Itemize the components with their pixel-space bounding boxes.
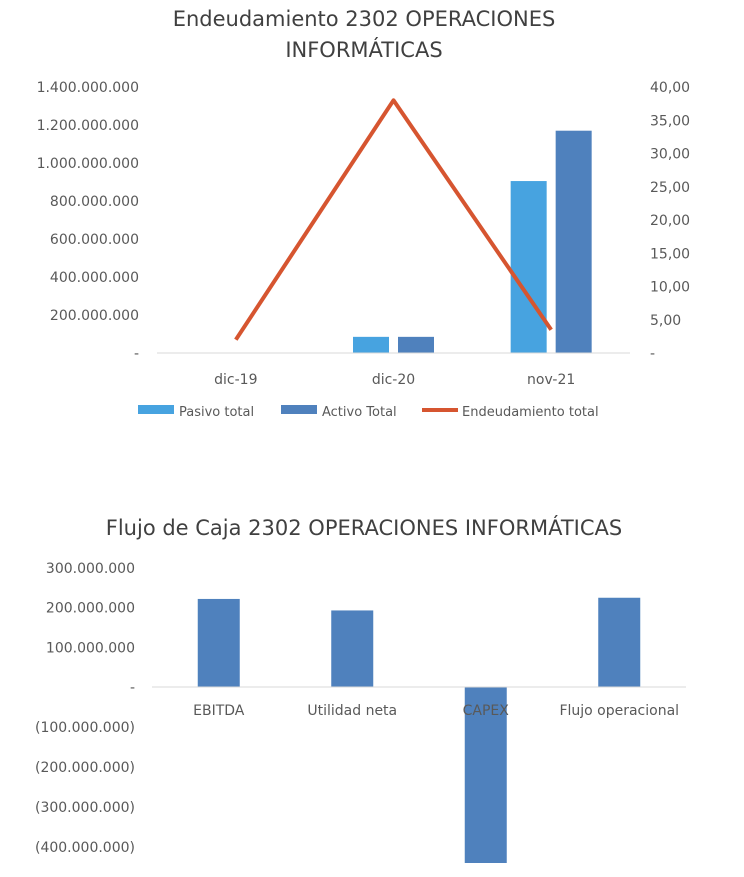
chart2-tick-label: (200.000.000) [35, 760, 135, 776]
chart2-bars [198, 598, 641, 863]
chart1-left-tick-label: 400.000.000 [49, 270, 139, 286]
chart1-bar-pasivo [353, 337, 389, 353]
chart1-left-tick-label: 800.000.000 [49, 194, 139, 210]
chart2-tick-label: (100.000.000) [35, 720, 135, 736]
chart1-right-tick-label: 40,00 [650, 80, 691, 96]
chart1-category-label: dic-19 [214, 372, 258, 388]
chart1-right-tick-label: - [650, 346, 656, 362]
chart2-title: Flujo de Caja 2302 OPERACIONES INFORMÁTICAS [105, 516, 623, 540]
chart2-category-label: CAPEX [462, 703, 509, 719]
chart1-title-line1: Endeudamiento 2302 OPERACIONES [172, 7, 556, 31]
chart1-left-tick-label: 1.000.000.000 [36, 156, 139, 172]
chart1-left-tick-label: 200.000.000 [49, 308, 139, 324]
chart-flujo-de-caja [35, 515, 686, 863]
chart1-line-series [236, 100, 551, 339]
chart2-category-label: EBITDA [193, 703, 245, 719]
chart2-tick-label: (300.000.000) [35, 800, 135, 816]
chart1-right-tick-label: 10,00 [650, 279, 691, 296]
chart1-right-tick-label: 35,00 [650, 113, 691, 130]
chart2-category-label: Flujo operacional [559, 703, 680, 719]
chart1-left-tick-label: 600.000.000 [49, 232, 139, 248]
chart1-endeudamiento-line [236, 100, 551, 339]
chart1-left-axis [37, 80, 139, 362]
chart1-right-tick-label: 5,00 [650, 312, 682, 329]
chart-endeudamiento [37, 7, 691, 420]
chart2-bar [198, 599, 240, 687]
chart1-legend [138, 405, 599, 420]
chart2-tick-label: (400.000.000) [35, 840, 135, 856]
chart2-tick-label: - [129, 680, 135, 696]
chart1-right-axis [650, 80, 690, 362]
chart1-right-tick-label: 30,00 [650, 146, 691, 163]
chart1-bar-activo [398, 337, 434, 353]
chart1-title-line2: INFORMÁTICAS [285, 38, 443, 62]
legend-swatch-pasivo [138, 405, 174, 414]
chart1-bar-pasivo [511, 181, 547, 353]
chart2-y-axis [35, 561, 135, 856]
legend-label-activo: Activo Total [322, 405, 397, 420]
chart1-bars [353, 131, 592, 353]
legend-label-endeudamiento: Endeudamiento total [462, 405, 599, 420]
chart2-bar [598, 598, 640, 687]
chart2-category-labels [193, 703, 679, 719]
chart1-left-tick-label: 1.200.000.000 [36, 118, 139, 134]
chart1-left-tick-label: 1.400.000.000 [36, 80, 139, 96]
chart1-category-labels [214, 372, 575, 388]
legend-label-pasivo: Pasivo total [179, 405, 255, 420]
chart2-tick-label: 100.000.000 [45, 640, 135, 657]
chart2-tick-label: 300.000.000 [45, 561, 135, 577]
chart2-tick-label: 200.000.000 [45, 600, 135, 617]
chart1-bar-activo [556, 131, 592, 353]
chart1-category-label: dic-20 [371, 372, 416, 388]
legend-swatch-activo [281, 405, 317, 414]
chart2-bar [331, 610, 373, 687]
chart1-right-tick-label: 25,00 [650, 179, 691, 196]
chart1-right-tick-label: 20,00 [650, 213, 691, 229]
chart1-right-tick-label: 15,00 [650, 246, 691, 263]
chart1-left-tick-label: - [133, 346, 139, 362]
chart1-category-label: nov-21 [527, 372, 576, 388]
chart2-category-label: Utilidad neta [307, 703, 398, 719]
